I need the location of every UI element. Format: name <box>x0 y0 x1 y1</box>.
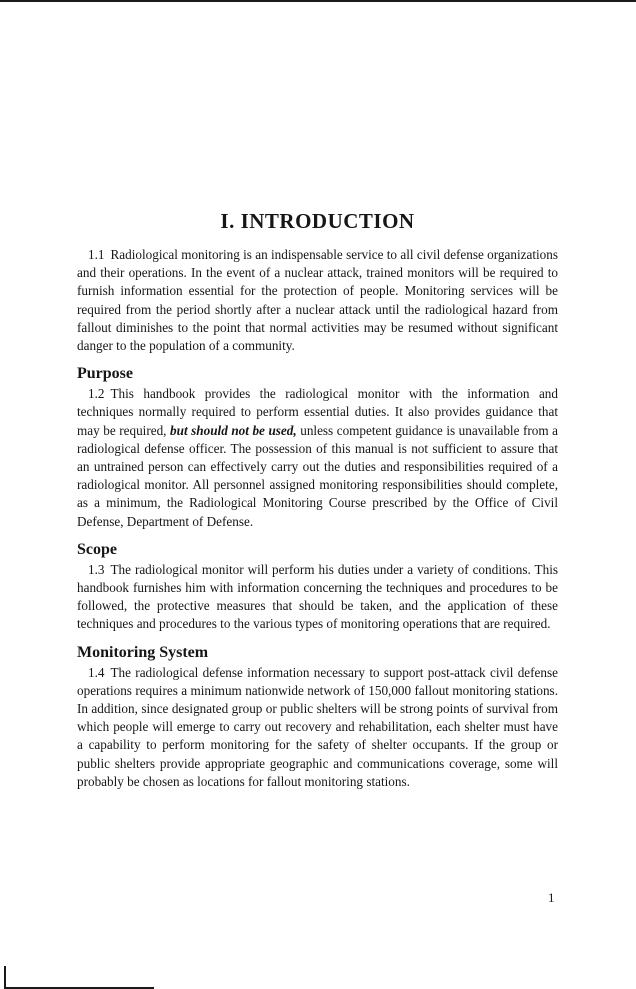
section-heading-monitoring-system: Monitoring System <box>77 643 209 661</box>
crop-mark-vertical <box>4 966 6 989</box>
paragraph-1-2 <box>77 385 558 531</box>
paragraph-text: The radiological monitor will perform his duties under a variety of conditions. This handbook furnishes him with information concerning the techniques and procedures to be followed, the protective measures that should be taken, and the application of these techniques and procedures to the various types of monitoring operations that are required. <box>77 561 558 632</box>
paragraph-1-1 <box>77 246 558 355</box>
chapter-title: I. INTRODUCTION <box>220 209 415 233</box>
paragraph-text: The radiological defense information necessary to support post-attack civil defense operations requires a minimum nationwide network of 150,000 fallout monitoring stations. In addition, since designated group or public shelters will be strong points of survival from which people will emerge to carry out recovery and rehabilitation, each shelter must have a capability to perform monitoring for the safety of shelter occupants. If the group or public shelters provide appropriate geographic and communications coverage, some will probably be chosen as locations for fallout monitoring stations. <box>77 664 558 789</box>
paragraph-text-after: unless competent guidance is unavailable from a radiological defense officer. The possession of this manual is not sufficient to assure that an untrained person can effectively carry out the duties and responsibilities required of a radiological monitor. All personnel assigned monitoring responsibilities should complete, as a minimum, the Radiological Monitoring Course prescribed by the Office of Civil Defense, Department of Defense. <box>77 422 559 529</box>
paragraph-emphasis: but should not be used, <box>170 422 297 438</box>
paragraph-text: Radiological monitoring is an indispensable service to all civil defense organizations and their operations. In the event of a nuclear attack, trained monitors will be required to furnish information essential for the protection of people. Monitoring services will be required from the period shortly after a nuclear attack until the radiological hazard from fallout diminishes to the point that normal activities may be resumed without significant danger to the population of a community. <box>77 247 558 354</box>
top-border-rule <box>0 0 636 2</box>
page-number: 1 <box>548 890 555 905</box>
section-heading-scope: Scope <box>77 540 117 558</box>
paragraph-number: 1.2 <box>88 386 105 402</box>
paragraph-1-3 <box>77 561 558 634</box>
paragraph-number: 1.4 <box>88 664 105 680</box>
section-heading-purpose: Purpose <box>77 365 133 383</box>
paragraph-number: 1.3 <box>88 561 105 577</box>
paragraph-number: 1.1 <box>88 247 105 262</box>
paragraph-text-before: This handbook provides the radiological monitor with the information and techniques normally required to perform essential duties. It also provides guidance that may be required, <box>77 386 558 438</box>
page-content <box>77 208 558 791</box>
paragraph-1-4 <box>77 664 558 791</box>
